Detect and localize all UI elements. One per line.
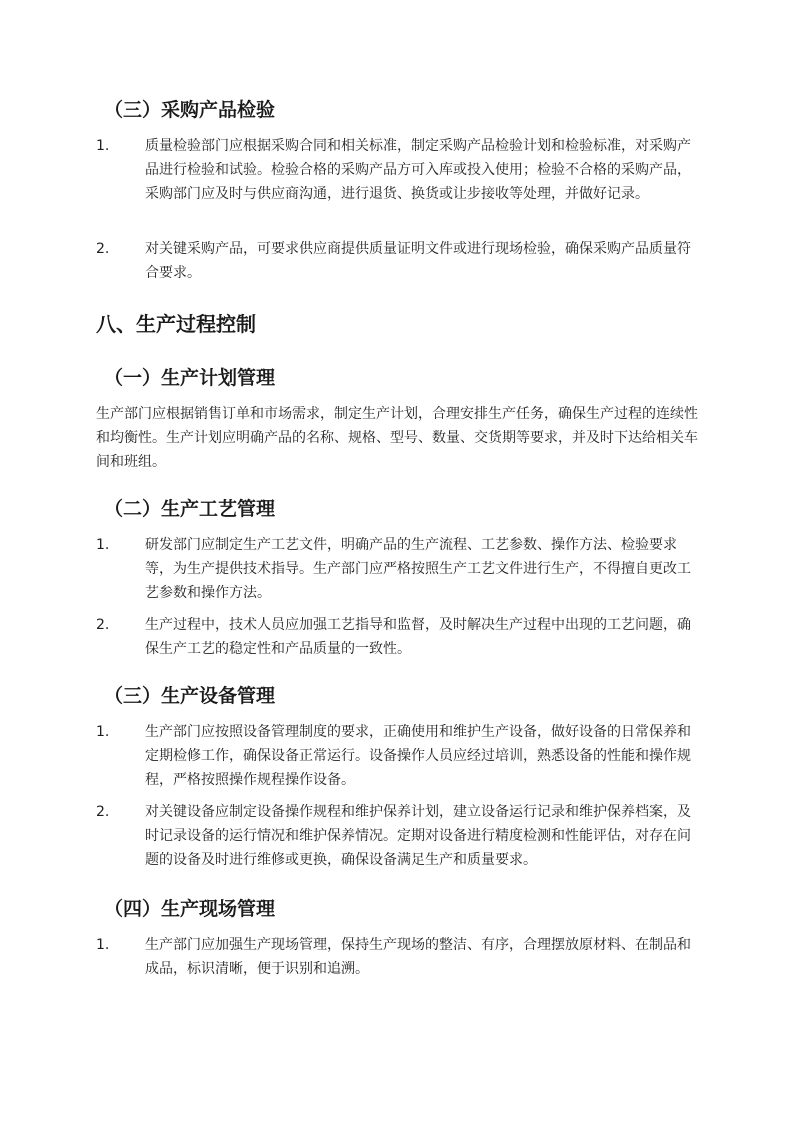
list-item-text: 质量检验部门应根据采购合同和相关标准，制定采购产品检验计划和检验标准，对采购产品进行检验和试验。检验合格的采购产品方可入库或投入使用；检验不合格的采购产品，采购部门应及时与供应商沟通，进行退货、换货或让步接收等处理，并做好记录。 xyxy=(145,138,691,202)
list-number: 2. xyxy=(96,241,110,257)
chapter-heading-production-control: 八、生产过程控制 xyxy=(96,312,256,336)
paragraph: 生产部门应根据销售订单和市场需求，制定生产计划，合理安排生产任务，确保生产过程的连续性和均衡性。生产计划应明确产品的名称、规格、型号、数量、交货期等要求，并及时下达给相关车间和班组。 xyxy=(96,406,698,470)
list-number: 1. xyxy=(96,724,110,740)
section-heading-production-plan: （一）生产计划管理 xyxy=(104,367,276,389)
list-item-text: 生产过程中，技术人员应加强工艺指导和监督，及时解决生产过程中出现的工艺问题，确保生产工艺的稳定性和产品质量的一致性。 xyxy=(145,617,691,657)
list-number: 2. xyxy=(96,617,110,633)
list-item-text: 研发部门应制定生产工艺文件，明确产品的生产流程、工艺参数、操作方法、检验要求等，为生产提供技术指导。生产部门应严格按照生产工艺文件进行生产，不得擅自更改工艺参数和操作方法。 xyxy=(145,537,691,601)
list-number: 1. xyxy=(96,937,110,953)
list-number: 1. xyxy=(96,138,110,154)
list-item-text: 生产部门应加强生产现场管理，保持生产现场的整洁、有序，合理摆放原材料、在制品和成品，标识清晰，便于识别和追溯。 xyxy=(145,937,691,977)
section-heading-purchase-inspection: （三）采购产品检验 xyxy=(104,99,276,121)
list-number: 1. xyxy=(96,537,110,553)
list-item-text: 对关键设备应制定设备操作规程和维护保养计划，建立设备运行记录和维护保养档案，及时记录设备的运行情况和维护保养情况。定期对设备进行精度检测和性能评估，对存在问题的设备及时进行维修或更换，确保设备满足生产和质量要求。 xyxy=(145,804,691,868)
section-heading-process: （二）生产工艺管理 xyxy=(104,498,276,520)
list-item-text: 生产部门应按照设备管理制度的要求，正确使用和维护生产设备，做好设备的日常保养和定期检修工作，确保设备正常运行。设备操作人员应经过培训，熟悉设备的性能和操作规程，严格按照操作规程操作设备。 xyxy=(145,724,691,788)
section-heading-site: （四）生产现场管理 xyxy=(104,898,276,920)
list-item-text: 对关键采购产品，可要求供应商提供质量证明文件或进行现场检验，确保采购产品质量符合要求。 xyxy=(145,241,691,281)
section-heading-equipment: （三）生产设备管理 xyxy=(104,685,276,707)
list-number: 2. xyxy=(96,804,110,820)
